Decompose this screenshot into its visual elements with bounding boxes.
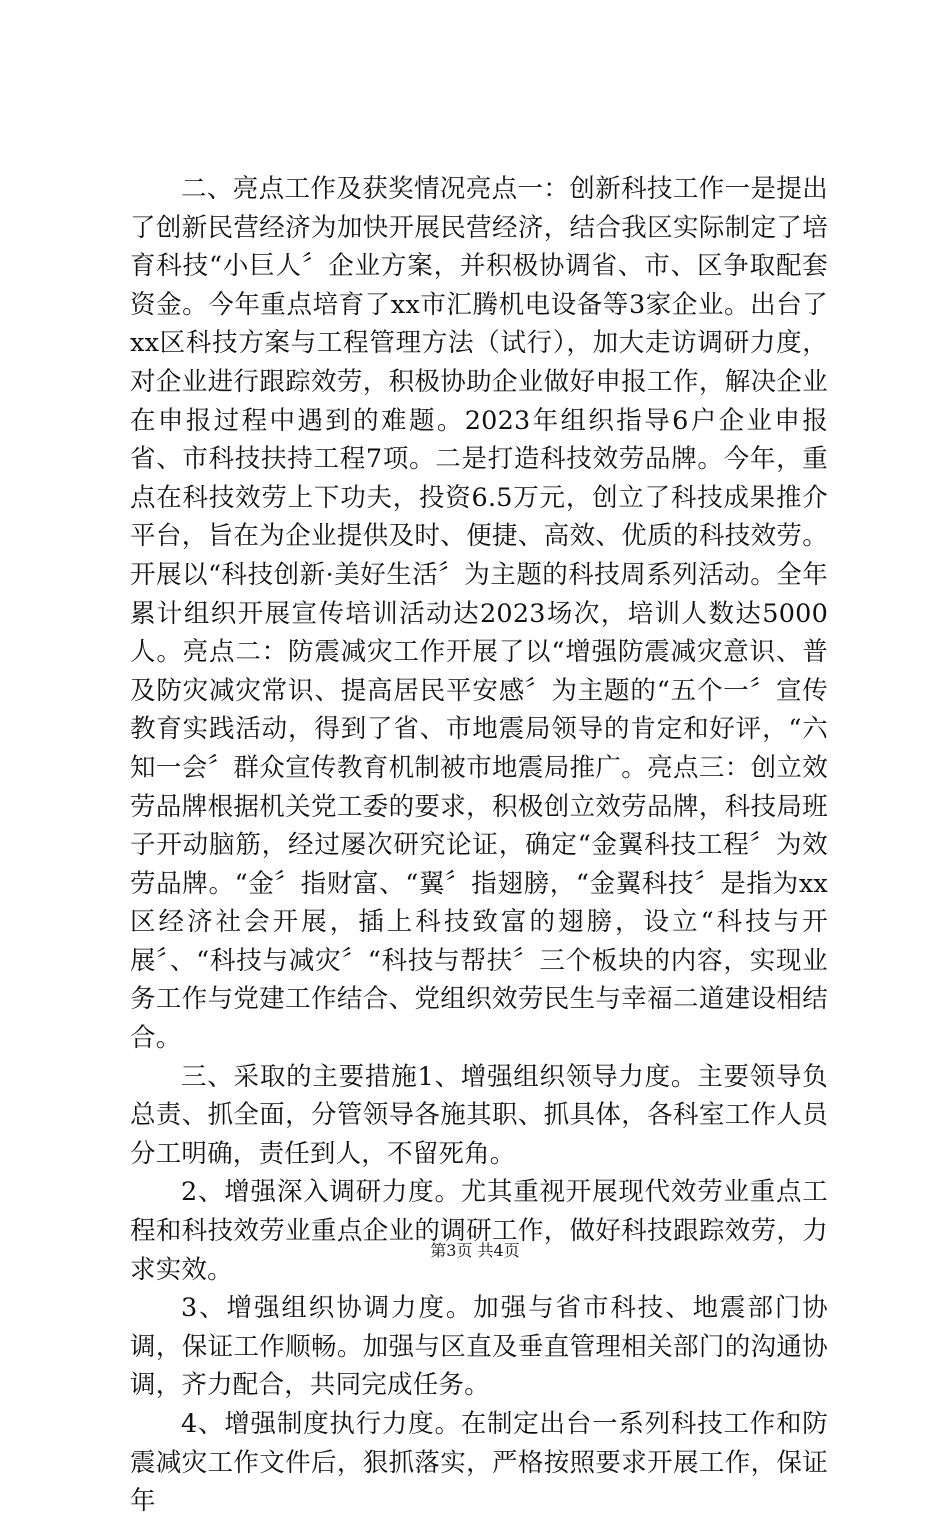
document-body [130, 170, 828, 1521]
page-number-footer: 第3页 共4页 [430, 1241, 520, 1260]
paragraph-measures-2: 2、增强深入调研力度。尤其重视开展现代效劳业重点工程和科技效劳业重点企业的调研工作，做好科技跟踪效劳，力求实效。 [130, 1177, 828, 1285]
paragraph-measures-4: 4、增强制度执行力度。在制定出台一系列科技工作和防震减灾工作文件后，狠抓落实，严格按照要求开展工作，保证年 [130, 1409, 828, 1517]
paragraph-measures-1: 三、采取的主要措施1、增强组织领导力度。主要领导负总责、抓全面，分管领导各施其职、抓具体，各科室工作人员分工明确，责任到人，不留死角。 [130, 1061, 828, 1169]
paragraph-measures-3: 3、增强组织协调力度。加强与省市科技、地震部门协调，保证工作顺畅。加强与区直及垂直管理相关部门的沟通协调，齐力配合，共同完成任务。 [130, 1293, 828, 1401]
paragraph-highlights: 二、亮点工作及获奖情况亮点一：创新科技工作一是提出了创新民营经济为加快开展民营经济，结合我区实际制定了培育科技“小巨人〞企业方案，并积极协调省、市、区争取配套资金。今年重点培育了xx市汇腾机电设备等3家企业。出台了xx区科技方案与工程管理方法（试行），加大走访调研力度，对企业进行跟踪效劳，积极协助企业做好申报工作，解决企业在申报过程中遇到的难题。2023年组织指导6户企业申报省、市科技扶持工程7项。二是打造科技效劳品牌。今年，重点在科技效劳上下功夫，投资6.5万元，创立了科技成果推介平台，旨在为企业提供及时、便捷、高效、优质的科技效劳。开展以“科技创新·美好生活〞为主题的科技周系列活动。全年累计组织开展宣传培训活动达2023场次，培训人数达5000人。亮点二：防震减灾工作开展了以“增强防震减灾意识、普及防灾减灾常识、提高居民平安感〞为主题的“五个一〞宣传教育实践活动，得到了省、市地震局领导的肯定和好评，“六知一会〞群众宣传教育机制被市地震局推广。亮点三：创立效劳品牌根据机关党工委的要求，积极创立效劳品牌，科技局班子开动脑筋，经过屡次研究论证，确定“金翼科技工程〞为效劳品牌。“金〞指财富、“翼〞指翅膀，“金翼科技〞是指为xx区经济社会开展，插上科技致富的翅膀，设立“科技与开展〞、“科技与减灾〞“科技与帮扶〞三个板块的内容，实现业务工作与党建工作结合、党组织效劳民生与幸福二道建设相结合。 [130, 174, 828, 1054]
